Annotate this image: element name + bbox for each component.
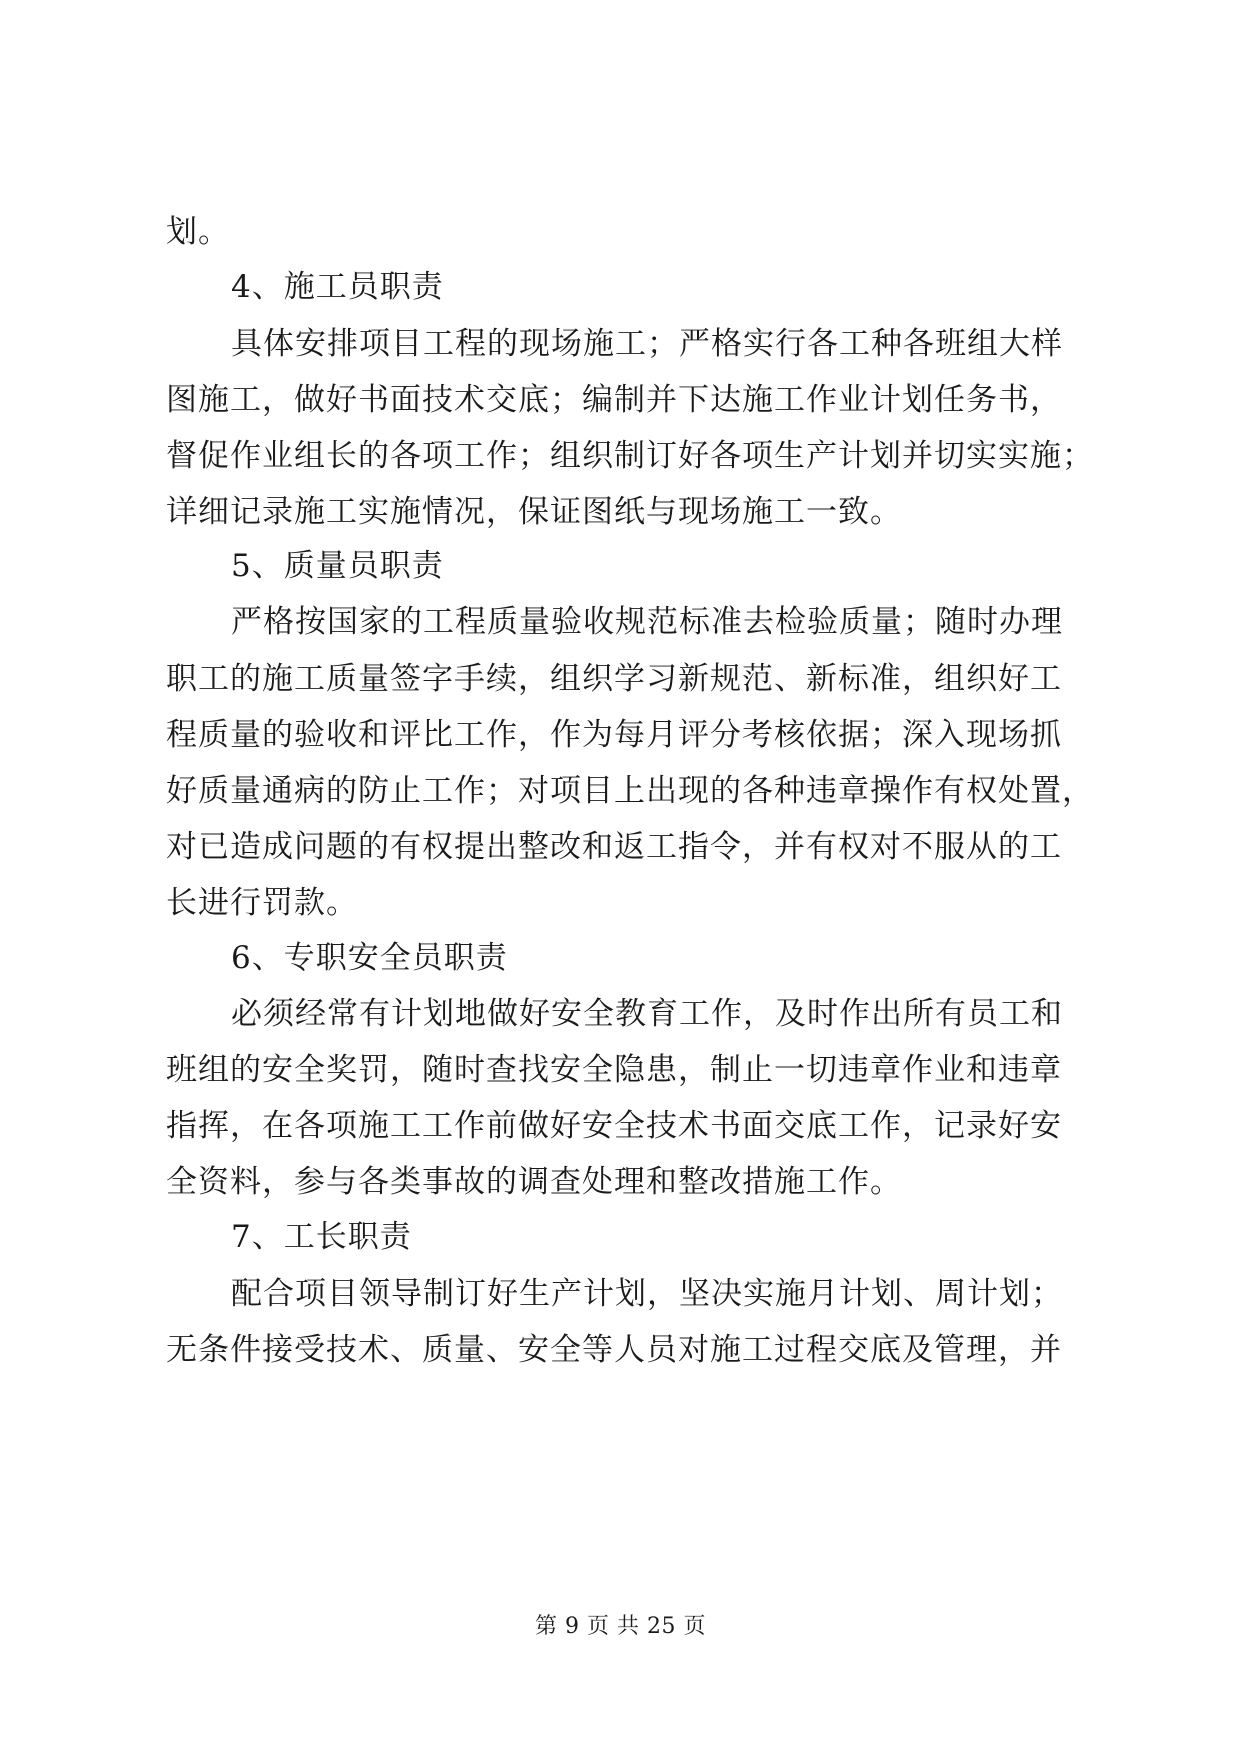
text-line: 长进行罚款。 <box>166 885 358 921</box>
text-line: 指挥，在各项施工工作前做好安全技术书面交底工作，记录好安 <box>166 1108 1062 1144</box>
text-line: 全资料，参与各类事故的调查处理和整改措施工作。 <box>166 1164 902 1200</box>
section-heading: 6、专职安全员职责 <box>231 940 508 976</box>
text-line: 无条件接受技术、质量、安全等人员对施工过程交底及管理，并 <box>166 1332 1062 1368</box>
section-heading: 7、工长职责 <box>231 1219 412 1255</box>
section-heading: 4、施工员职责 <box>231 269 444 305</box>
text-line: 严格按国家的工程质量验收规范标准去检验质量；随时办理 <box>231 604 1063 640</box>
text-line: 划。 <box>166 214 230 250</box>
text-line: 详细记录施工实施情况，保证图纸与现场施工一致。 <box>166 494 902 530</box>
text-line: 对已造成问题的有权提出整改和返工指令，并有权对不服从的工 <box>166 829 1062 865</box>
text-line: 督促作业组长的各项工作；组织制订好各项生产计划并切实实施； <box>166 438 1094 474</box>
text-line: 程质量的验收和评比工作，作为每月评分考核依据；深入现场抓 <box>166 717 1062 753</box>
text-line: 配合项目领导制订好生产计划，坚决实施月计划、周计划； <box>231 1276 1063 1312</box>
text-line: 班组的安全奖罚，随时查找安全隐患，制止一切违章作业和违章 <box>166 1052 1062 1088</box>
text-line: 图施工，做好书面技术交底；编制并下达施工作业计划任务书， <box>166 382 1062 418</box>
text-line: 具体安排项目工程的现场施工；严格实行各工种各班组大样 <box>231 326 1063 362</box>
page-number: 第 9 页 共 25 页 <box>535 1614 706 1639</box>
text-line: 职工的施工质量签字手续，组织学习新规范、新标准，组织好工 <box>166 661 1062 697</box>
text-line: 必须经常有计划地做好安全教育工作，及时作出所有员工和 <box>231 996 1063 1032</box>
section-heading: 5、质量员职责 <box>231 548 444 584</box>
text-line: 好质量通病的防止工作；对项目上出现的各种违章操作有权处置， <box>166 773 1094 809</box>
